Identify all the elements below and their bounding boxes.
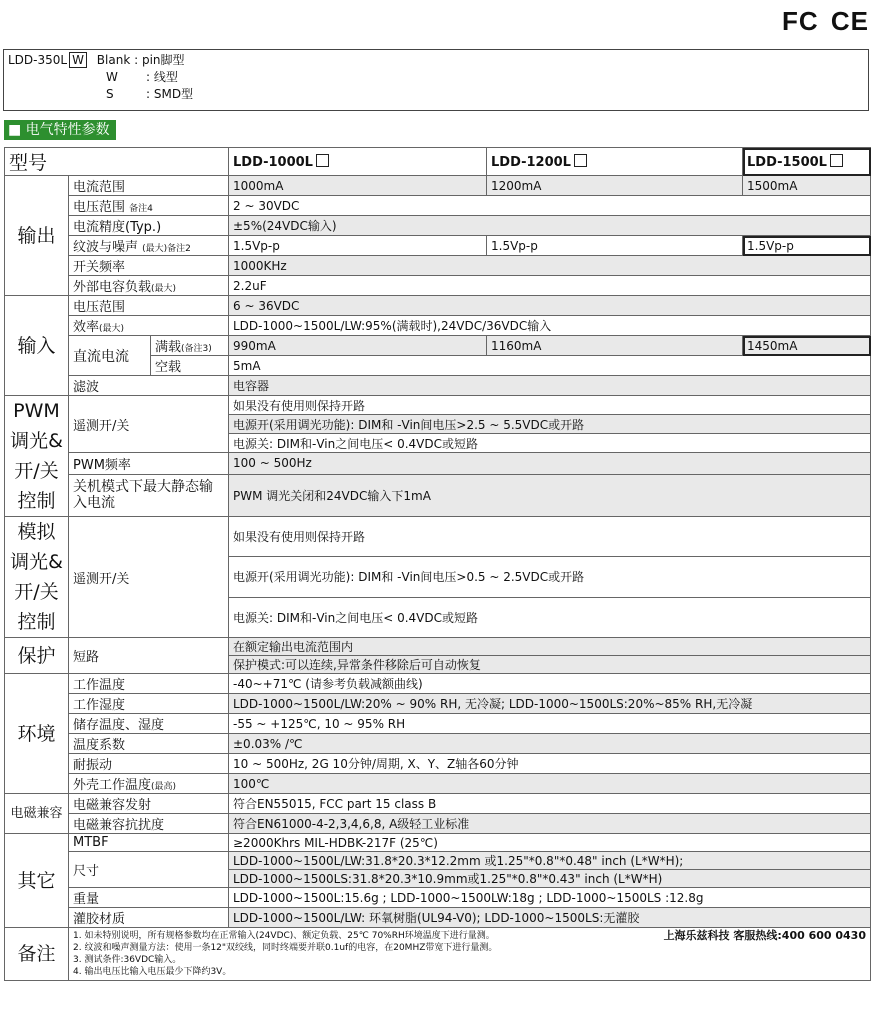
- table-row: [5, 734, 871, 754]
- cell-value: 电源关: DIM和-Vin之间电压< 0.4VDC或短路: [229, 434, 871, 453]
- cell-value: LDD-1000~1500LS:31.8*20.3*10.9mm或1.25"*0.8"*0.43" inch (L*W*H): [229, 870, 871, 888]
- table-row: [5, 638, 871, 656]
- category-analog: 模拟调光&开/关控制: [5, 517, 69, 638]
- row-label: 储存温度、湿度: [69, 714, 229, 734]
- row-label: 开关频率: [69, 256, 229, 276]
- notes-cell: [69, 928, 871, 981]
- row-label: 电流范围: [69, 176, 229, 196]
- service-hotline: 上海乐兹科技 客服热线:400 600 0430: [663, 929, 866, 942]
- cell-value: 1.5Vp-p: [487, 236, 743, 256]
- section-title: ■ 电气特性参数: [4, 120, 116, 140]
- cell-value: LDD-1000~1500L/LW:95%(满载时),24VDC/36VDC输入: [229, 316, 871, 336]
- cell-value: 电源开(采用调光功能): DIM和 -Vin间电压>0.5 ~ 2.5VDC或开路: [229, 557, 871, 597]
- row-note: (最大): [99, 324, 125, 334]
- part-suffix: W: [69, 52, 87, 68]
- category-input: 输入: [5, 296, 69, 396]
- option-desc: : 线型: [146, 70, 178, 84]
- cell-value: ±0.03% /℃: [229, 734, 871, 754]
- cell-value: 1450mA: [743, 336, 871, 356]
- table-row: [5, 236, 871, 256]
- cell-value: LDD-1000~1500L/LW:20% ~ 90% RH, 无冷凝; LDD-1000~1500LS:20%~85% RH,无冷凝: [229, 694, 871, 714]
- table-row: [5, 834, 871, 852]
- row-label: 温度系数: [69, 734, 229, 754]
- row-label: PWM频率: [69, 453, 229, 474]
- table-row: [5, 256, 871, 276]
- model-header-label: 型号: [5, 148, 229, 176]
- cell-value: -40~+71℃ (请参考负载减额曲线): [229, 674, 871, 694]
- table-row: [5, 814, 871, 834]
- row-label: MTBF: [69, 834, 229, 852]
- row-label: 外壳工作温度(最高): [69, 774, 229, 794]
- row-label: 重量: [69, 888, 229, 908]
- row-label: 电压范围 备注4: [69, 196, 229, 216]
- category-emc: 电磁兼容: [5, 794, 69, 834]
- sub-label: 空载: [151, 356, 229, 376]
- cell-value: 5mA: [229, 356, 871, 376]
- note-line: 4. 输出电压比输入电压最少下降约3V。: [73, 967, 232, 977]
- cell-value: ≥2000Khrs MIL-HDBK-217F (25℃): [229, 834, 871, 852]
- checkbox-icon: [574, 154, 587, 167]
- checkbox-icon: [830, 154, 843, 167]
- option-desc: : pin脚型: [134, 53, 185, 67]
- table-row: [5, 316, 871, 336]
- table-row: [5, 694, 871, 714]
- model-options-box: [3, 49, 869, 111]
- sub-label: 满载(备注3): [151, 336, 229, 356]
- row-label: 电磁兼容抗扰度: [69, 814, 229, 834]
- cell-value: 符合EN55015, FCC part 15 class B: [229, 794, 871, 814]
- table-row: [5, 517, 871, 557]
- row-label: 遥测开/关: [69, 396, 229, 453]
- row-note: (最高): [151, 782, 177, 792]
- table-row: [5, 852, 871, 870]
- table-row: [5, 176, 871, 196]
- cell-value: 1.5Vp-p: [229, 236, 487, 256]
- certification-logos: [782, 6, 869, 37]
- table-row: [5, 908, 871, 928]
- cell-value: 100℃: [229, 774, 871, 794]
- note-line: 2. 纹波和噪声测量方法：使用一条12"双绞线，同时终端要并联0.1uf的电容，在20MHZ带宽下进行量测。: [73, 943, 498, 953]
- category-output: 输出: [5, 176, 69, 296]
- table-row: [5, 774, 871, 794]
- cell-value: PWM 调光关闭和24VDC输入下1mA: [229, 474, 871, 517]
- table-row: [5, 216, 871, 236]
- table-row: [5, 794, 871, 814]
- cell-value: 6 ~ 36VDC: [229, 296, 871, 316]
- checkbox-icon: [316, 154, 329, 167]
- category-pwm: PWM调光&开/关控制: [5, 396, 69, 517]
- model-header-1500: LDD-1500L: [743, 148, 871, 176]
- spec-table: [4, 147, 871, 981]
- cell-value: 符合EN61000-4-2,3,4,6,8, A级轻工业标准: [229, 814, 871, 834]
- note-line: 1. 如未特别说明，所有规格参数均在正常输入(24VDC)、额定负载、25℃ 70%RH环境温度下进行量测。: [73, 931, 495, 941]
- table-row: [5, 196, 871, 216]
- row-label: 尺寸: [69, 852, 229, 888]
- option-code: S: [106, 87, 114, 101]
- cell-value: 2.2uF: [229, 276, 871, 296]
- model-header-1000: LDD-1000L: [229, 148, 487, 176]
- row-label: 纹波与噪声 (最大)备注2: [69, 236, 229, 256]
- table-row: [5, 474, 871, 517]
- cell-value: 在额定输出电流范围内: [229, 638, 871, 656]
- row-note: 备注4: [129, 204, 153, 214]
- cell-value: LDD-1000~1500L/LW: 环氧树脂(UL94-V0); LDD-1000~1500LS:无灌胶: [229, 908, 871, 928]
- category-other: 其它: [5, 834, 69, 928]
- row-label: 短路: [69, 638, 229, 674]
- row-note: (最大): [151, 284, 177, 294]
- table-row: [5, 336, 871, 356]
- table-row: [5, 296, 871, 316]
- row-label: 电流精度(Typ.): [69, 216, 229, 236]
- category-protection: 保护: [5, 638, 69, 674]
- row-label: 关机模式下最大静态输入电流: [69, 474, 229, 517]
- cell-value: 1000KHz: [229, 256, 871, 276]
- row-label: 滤波: [69, 376, 229, 396]
- row-label: 效率(最大): [69, 316, 229, 336]
- category-notes: 备注: [5, 928, 69, 981]
- cell-value: 1000mA: [229, 176, 487, 196]
- model-line-1: [8, 52, 864, 69]
- cell-value: 电容器: [229, 376, 871, 396]
- note-line: 3. 测试条件:36VDC输入。: [73, 955, 182, 965]
- row-label: 遥测开/关: [69, 517, 229, 638]
- cell-value: 1200mA: [487, 176, 743, 196]
- cell-value: LDD-1000~1500L:15.6g ; LDD-1000~1500LW:18g ; LDD-1000~1500LS :12.8g: [229, 888, 871, 908]
- row-label: 灌胶材质: [69, 908, 229, 928]
- row-label: 直流电流: [69, 336, 151, 376]
- category-environment: 环境: [5, 674, 69, 794]
- table-row: [5, 714, 871, 734]
- cell-value: 1500mA: [743, 176, 871, 196]
- cell-value: 如果没有使用则保持开路: [229, 517, 871, 557]
- cell-value: 1160mA: [487, 336, 743, 356]
- table-row: [5, 396, 871, 415]
- table-row: [5, 754, 871, 774]
- table-row: [5, 453, 871, 474]
- cell-value: 1.5Vp-p: [743, 236, 871, 256]
- cell-value: -55 ~ +125℃, 10 ~ 95% RH: [229, 714, 871, 734]
- cell-value: 100 ~ 500Hz: [229, 453, 871, 474]
- part-number: LDD-350L: [8, 53, 68, 67]
- table-header-row: [5, 148, 871, 176]
- option-code: W: [106, 70, 118, 84]
- table-row: [5, 674, 871, 694]
- cell-value: LDD-1000~1500L/LW:31.8*20.3*12.2mm 或1.25"*0.8"*0.48" inch (L*W*H);: [229, 852, 871, 870]
- fcc-logo: FC: [781, 6, 819, 36]
- row-note: (备注3): [181, 344, 212, 354]
- row-label: 电磁兼容发射: [69, 794, 229, 814]
- model-header-1200: LDD-1200L: [487, 148, 743, 176]
- option-desc: : SMD型: [146, 87, 194, 101]
- cell-value: 990mA: [229, 336, 487, 356]
- table-row: [5, 376, 871, 396]
- cell-value: 10 ~ 500Hz, 2G 10分钟/周期, X、Y、Z轴各60分钟: [229, 754, 871, 774]
- row-label: 电压范围: [69, 296, 229, 316]
- cell-value: 电源开(采用调光功能): DIM和 -Vin间电压>2.5 ~ 5.5VDC或开路: [229, 415, 871, 434]
- cell-value: 保护模式:可以连续,异常条件移除后可自动恢复: [229, 656, 871, 674]
- cell-value: 电源关: DIM和-Vin之间电压< 0.4VDC或短路: [229, 597, 871, 637]
- table-row: [5, 888, 871, 908]
- row-label: 耐振动: [69, 754, 229, 774]
- row-note: (最大)备注2: [142, 244, 191, 254]
- cell-value: ±5%(24VDC输入): [229, 216, 871, 236]
- model-line-2: [8, 69, 864, 86]
- option-code: Blank: [96, 53, 131, 67]
- model-line-3: [8, 86, 864, 103]
- row-label: 外部电容负载(最大): [69, 276, 229, 296]
- ce-logo: CE: [830, 6, 869, 36]
- row-label: 工作湿度: [69, 694, 229, 714]
- cell-value: 如果没有使用则保持开路: [229, 396, 871, 415]
- table-row: [5, 276, 871, 296]
- cell-value: 2 ~ 30VDC: [229, 196, 871, 216]
- row-label: 工作温度: [69, 674, 229, 694]
- notes-row: [5, 928, 871, 981]
